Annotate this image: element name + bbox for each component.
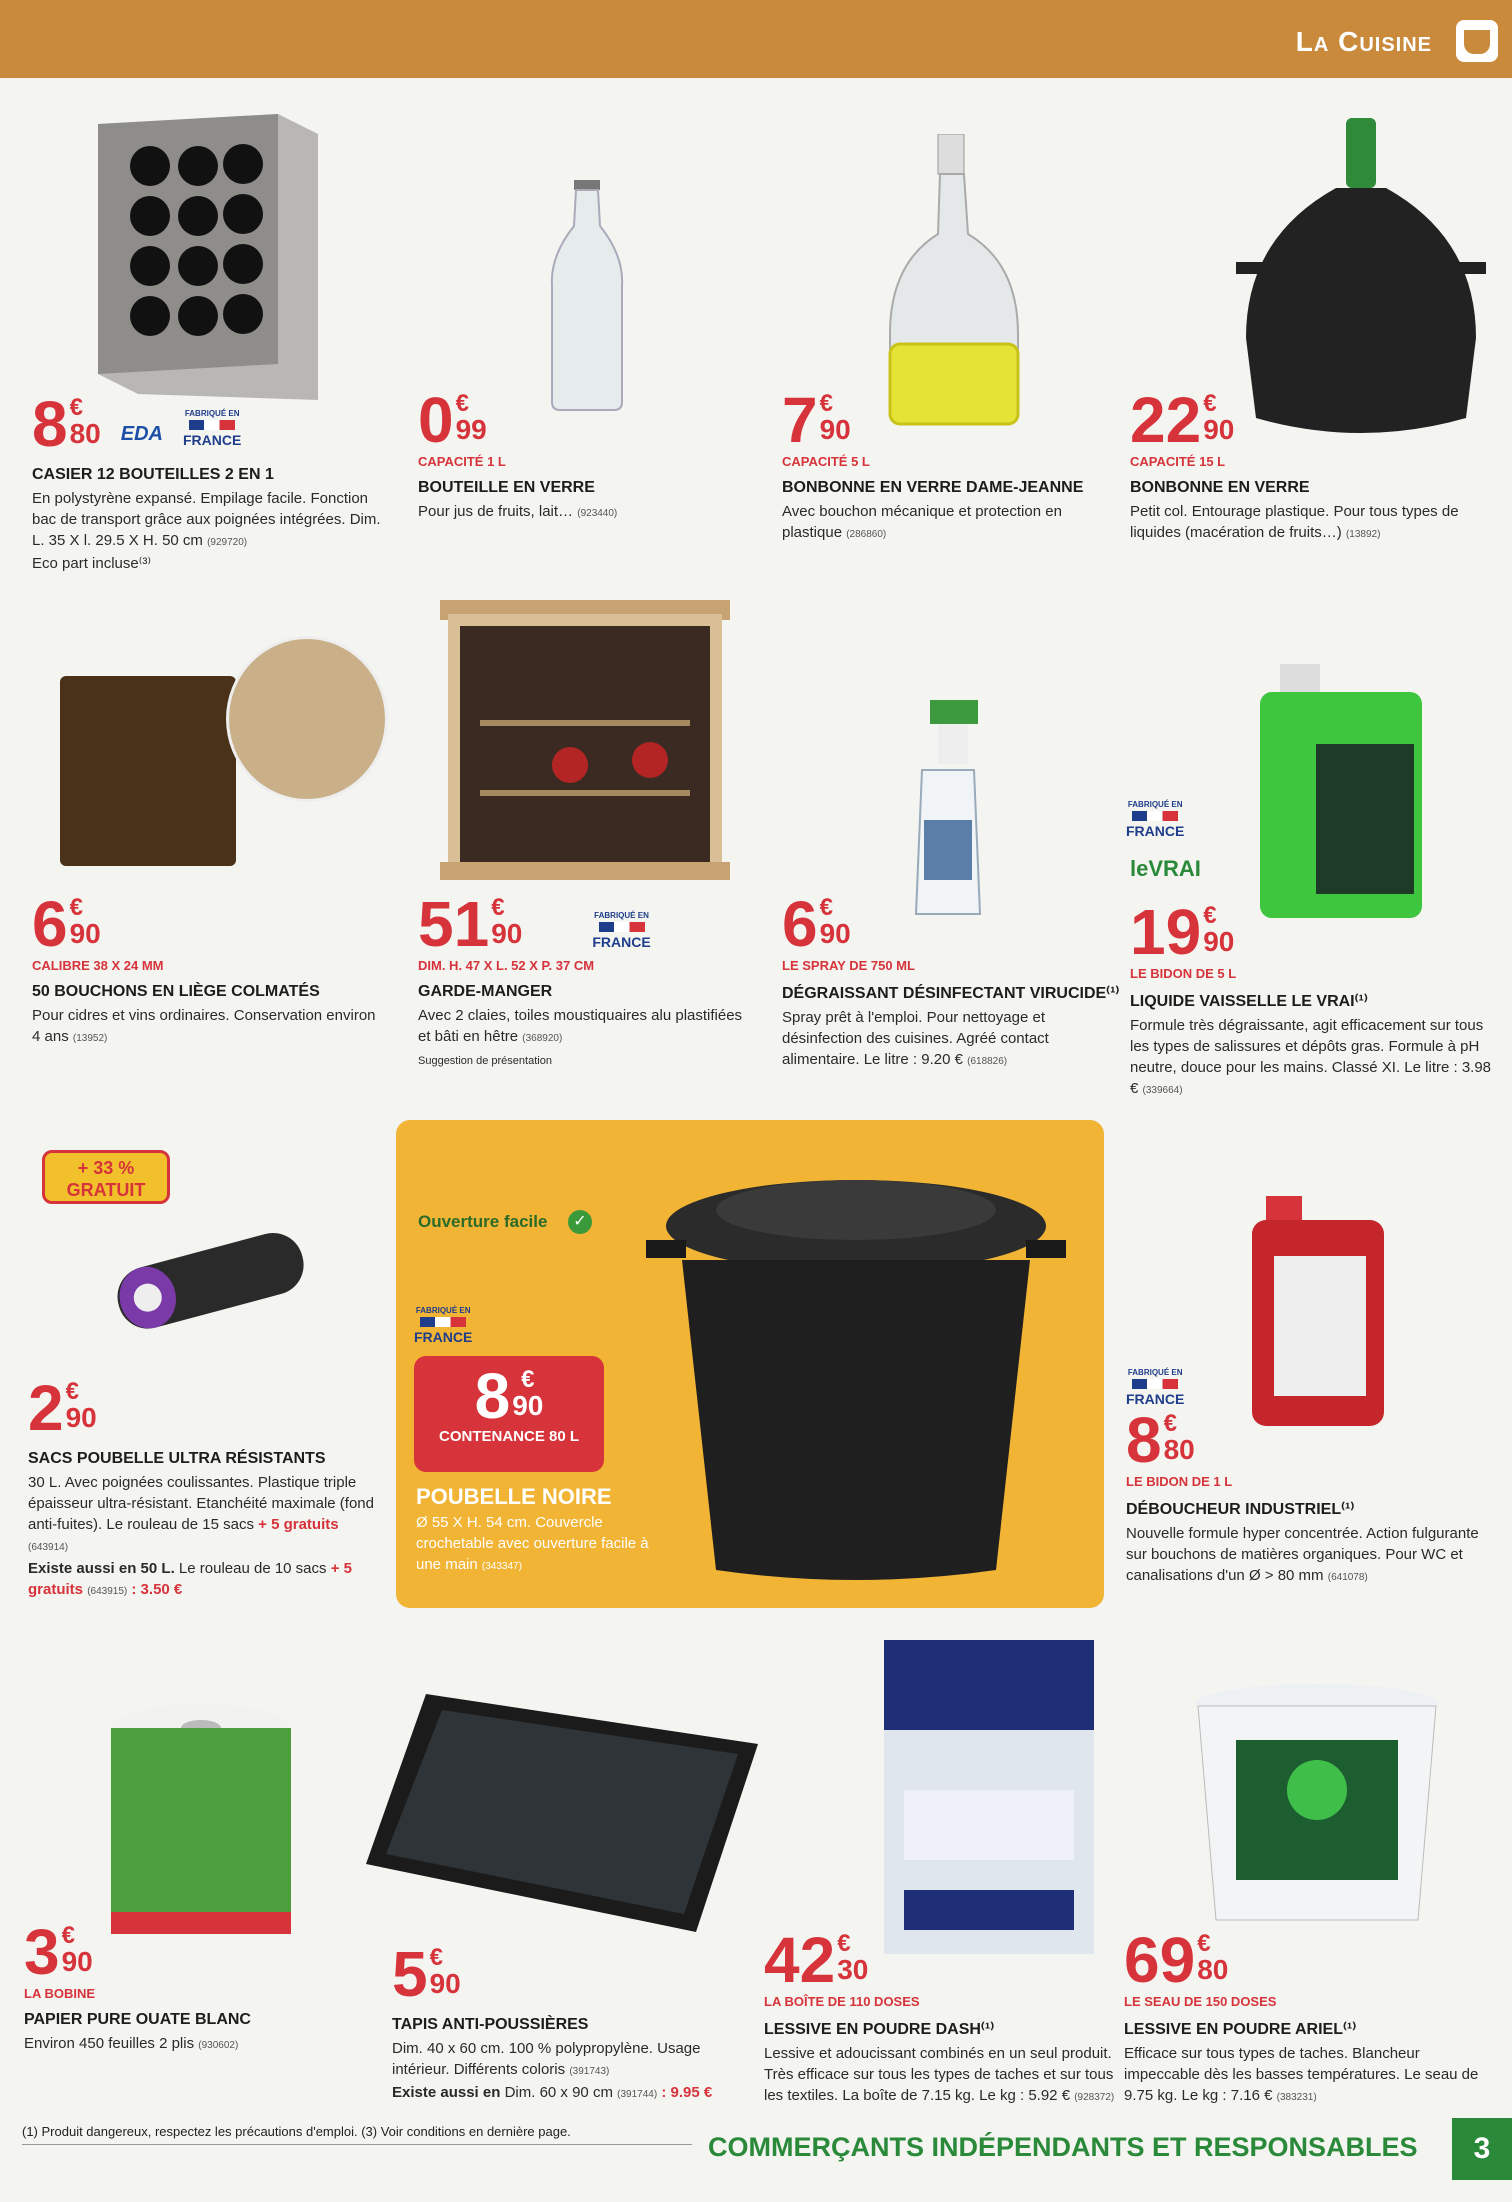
product-name: POUBELLE NOIRE <box>416 1484 612 1509</box>
price: 51 € 90 <box>418 888 523 960</box>
product-description: Pour cidres et vins ordinaires. Conservation environ 4 ans (13952) <box>32 1007 376 1045</box>
product-description: Ø 55 X H. 54 cm. Couvercle crochetable avec ouverture facile à une main (343347) <box>416 1514 649 1573</box>
price: 6 € 90 <box>782 888 851 960</box>
price: 42 € 30 <box>764 1924 869 1996</box>
doormat-image <box>366 1694 758 1932</box>
price-box <box>414 1356 604 1472</box>
cork-bag-image <box>60 676 236 866</box>
product-description: Dim. 40 x 60 cm. 100 % polypropylène. Usage intérieur. Différents coloris (391743) Existe aussi en Dim. 60 x 90 cm (391744) : 9.95 € <box>392 2040 713 2101</box>
product-volume: LE SPRAY DE 750 ML <box>782 958 915 973</box>
price: 8 € 80 <box>32 388 101 460</box>
product-capacity: CAPACITÉ 15 L <box>1130 454 1226 469</box>
product-name: BOUTEILLE EN VERRE <box>418 479 595 496</box>
product-name: DÉGRAISSANT DÉSINFECTANT VIRUCIDE⁽¹⁾ <box>782 985 1120 1002</box>
trash-bags-roll-image <box>104 1220 314 1330</box>
ariel-detergent-bucket-image <box>1192 1680 1442 1930</box>
product-name: CASIER 12 BOUTEILLES 2 EN 1 <box>32 466 274 483</box>
made-in-france-badge: FABRIQUÉ EN FRANCE <box>1126 1368 1185 1407</box>
price: 3 € 90 <box>24 1916 93 1988</box>
product-size: CALIBRE 38 X 24 MM <box>32 958 164 973</box>
product-volume: LE BIDON DE 1 L <box>1126 1474 1233 1489</box>
product-description: Efficace sur tous types de taches. Blancheur impeccable dès les basses températures. Le seau de 9.75 kg. Le kg : 7.16 € (383231) <box>1124 2045 1479 2104</box>
price: 5 € 90 <box>392 1938 461 2010</box>
product-bouchons <box>32 888 382 1049</box>
product-name: PAPIER PURE OUATE BLANC <box>24 2011 251 2028</box>
price: 7 € 90 <box>782 384 851 456</box>
product-papier <box>24 1916 364 2056</box>
promo-badge: + 33 % GRATUIT <box>42 1150 170 1204</box>
price: 8 € 80 <box>1126 1404 1195 1476</box>
product-unit: LA BOBINE <box>24 1986 96 2001</box>
slogan: COMMERÇANTS INDÉPENDANTS ET RESPONSABLES <box>708 2132 1418 2162</box>
drain-cleaner-bottle-image <box>1252 1196 1384 1426</box>
product-name: LIQUIDE VAISSELLE LE VRAI⁽¹⁾ <box>1130 993 1368 1010</box>
product-degraissant <box>782 888 1122 1072</box>
price: 22 € 90 <box>1130 384 1235 456</box>
product-capacity: CAPACITÉ 1 L <box>418 454 506 469</box>
product-dame-jeanne <box>782 384 1122 545</box>
made-in-france-badge: FABRIQUÉ EN FRANCE <box>414 1306 473 1345</box>
product-description: Avec 2 claies, toiles moustiquaires alu plastifiées et bâti en hêtre (368920) Suggestion de présentation <box>418 1007 743 1067</box>
product-name: BONBONNE EN VERRE DAME-JEANNE <box>782 479 1084 496</box>
glass-bottle-image <box>548 176 626 412</box>
price: 2 € 90 <box>28 1372 97 1444</box>
product-capacity: CAPACITÉ 5 L <box>782 454 870 469</box>
promo-block-poubelle <box>396 1120 1104 1608</box>
product-tapis <box>392 1938 728 2105</box>
eda-logo: EDA <box>120 423 163 445</box>
product-capacity: CONTENANCE 80 L <box>438 1428 580 1445</box>
dish-soap-jug-image <box>1260 664 1422 918</box>
product-deboucheur <box>1126 1404 1496 1588</box>
product-description: Avec bouchon mécanique et protection en plastique (286860) <box>782 503 1062 541</box>
corks-closeup-image <box>226 636 388 802</box>
product-bouteille <box>418 384 758 524</box>
made-in-france-badge: FABRIQUÉ EN FRANCE <box>592 911 651 950</box>
page-number: 3 <box>1452 2118 1512 2180</box>
made-in-france-badge: FABRIQUÉ EN FRANCE <box>1126 800 1185 839</box>
product-description: En polystyrène expansé. Empilage facile. Fonction bac de transport grâce aux poignées intégrées. Dim. L. 35 X l. 29.5 X H. 50 cm (929720) Eco part incluse⁽³⁾ <box>32 490 381 572</box>
check-icon: ✓ <box>568 1210 592 1234</box>
divider <box>22 2144 692 2145</box>
product-dash <box>764 1924 1116 2108</box>
product-garde-manger <box>418 888 758 1072</box>
price: 19 € 90 <box>1130 896 1235 968</box>
product-ariel <box>1124 1924 1494 2108</box>
price: 0 € 99 <box>418 384 487 456</box>
product-dimensions: DIM. H. 47 X L. 52 X P. 37 CM <box>418 958 595 973</box>
product-name: LESSIVE EN POUDRE DASH⁽¹⁾ <box>764 2021 995 2038</box>
product-unit: LE SEAU DE 150 DOSES <box>1124 1994 1277 2009</box>
section-title: La Cuisine <box>1295 26 1432 57</box>
product-volume: LE BIDON DE 5 L <box>1130 966 1237 981</box>
product-description: Nouvelle formule hyper concentrée. Action fulgurante sur bouchons de matières organiques. Pour WC et canalisations d'un Ø > 80 mm (641078) <box>1126 1525 1479 1584</box>
product-name: 50 BOUCHONS EN LIÈGE COLMATÉS <box>32 983 320 1000</box>
price: 69 € 80 <box>1124 1924 1229 1996</box>
paper-towel-roll-image <box>108 1702 294 1942</box>
dash-detergent-box-image <box>884 1640 1094 1954</box>
footnote: (1) Produit dangereux, respectez les précautions d'emploi. (3) Voir conditions en dernière page. <box>22 2124 571 2139</box>
product-name: DÉBOUCHEUR INDUSTRIEL⁽¹⁾ <box>1126 1501 1355 1518</box>
product-description: Pour jus de fruits, lait… (923440) <box>418 503 618 520</box>
product-description: Lessive et adoucissant combinés en un seul produit. Très efficace sur tous les types de taches et sur tous les textiles. La boîte de 7.15 kg. Le kg : 5.92 € (928372) <box>764 2045 1115 2104</box>
wine-rack-image <box>88 104 318 400</box>
product-name: SACS POUBELLE ULTRA RÉSISTANTS <box>28 1450 326 1467</box>
product-description: 30 L. Avec poignées coulissantes. Plastique triple épaisseur ultra-résistant. Etanchéité maximale (fond anti-fuites). Le rouleau de 15 sacs + 5 gratuits (643914) Existe aussi en 50 L. Le rouleau de 10 sacs + 5 gratuits (643915) : 3.50 € <box>28 1474 374 1598</box>
product-name: LESSIVE EN POUDRE ARIEL⁽¹⁾ <box>1124 2021 1357 2038</box>
product-unit: LA BOÎTE DE 110 DOSES <box>764 1994 920 2009</box>
kitchen-pot-icon <box>1456 20 1498 62</box>
price: 6 € 90 <box>32 888 101 960</box>
product-name: BONBONNE EN VERRE <box>1130 479 1310 496</box>
product-casier <box>32 388 382 574</box>
product-sacs-poubelle <box>28 1372 378 1602</box>
product-name: TAPIS ANTI-POUSSIÈRES <box>392 2016 589 2033</box>
product-liquide-vaisselle <box>1130 896 1502 1101</box>
price: 8 € 90 <box>474 1360 544 1432</box>
feature-label: Ouverture facile <box>418 1212 548 1231</box>
product-description: Environ 450 feuilles 2 plis (930602) <box>24 2035 239 2052</box>
product-name: GARDE-MANGER <box>418 983 553 1000</box>
product-description: Formule très dégraissante, agit efficacement sur tous les types de salissures et dépôts gras. Formule à pH neutre, douce pour les mains. Classé XI. Le litre : 3.98 € (339664) <box>1130 1017 1492 1097</box>
product-description: Spray prêt à l'emploi. Pour nettoyage et désinfection des cuisines. Agréé contact alimentaire. Le litre : 9.20 € (618826) <box>782 1009 1049 1068</box>
made-in-france-badge: FABRIQUÉ EN FRANCE <box>182 409 242 448</box>
spray-bottle-image <box>908 700 988 920</box>
food-cabinet-image <box>440 600 730 880</box>
product-bonbonne-15l <box>1130 384 1480 545</box>
product-description: Petit col. Entourage plastique. Pour tous types de liquides (macération de fruits…) (13892) <box>1130 503 1459 541</box>
levrai-logo: leVRAI <box>1130 856 1201 881</box>
section-header <box>0 0 1512 78</box>
trash-bin-image <box>646 1170 1066 1590</box>
